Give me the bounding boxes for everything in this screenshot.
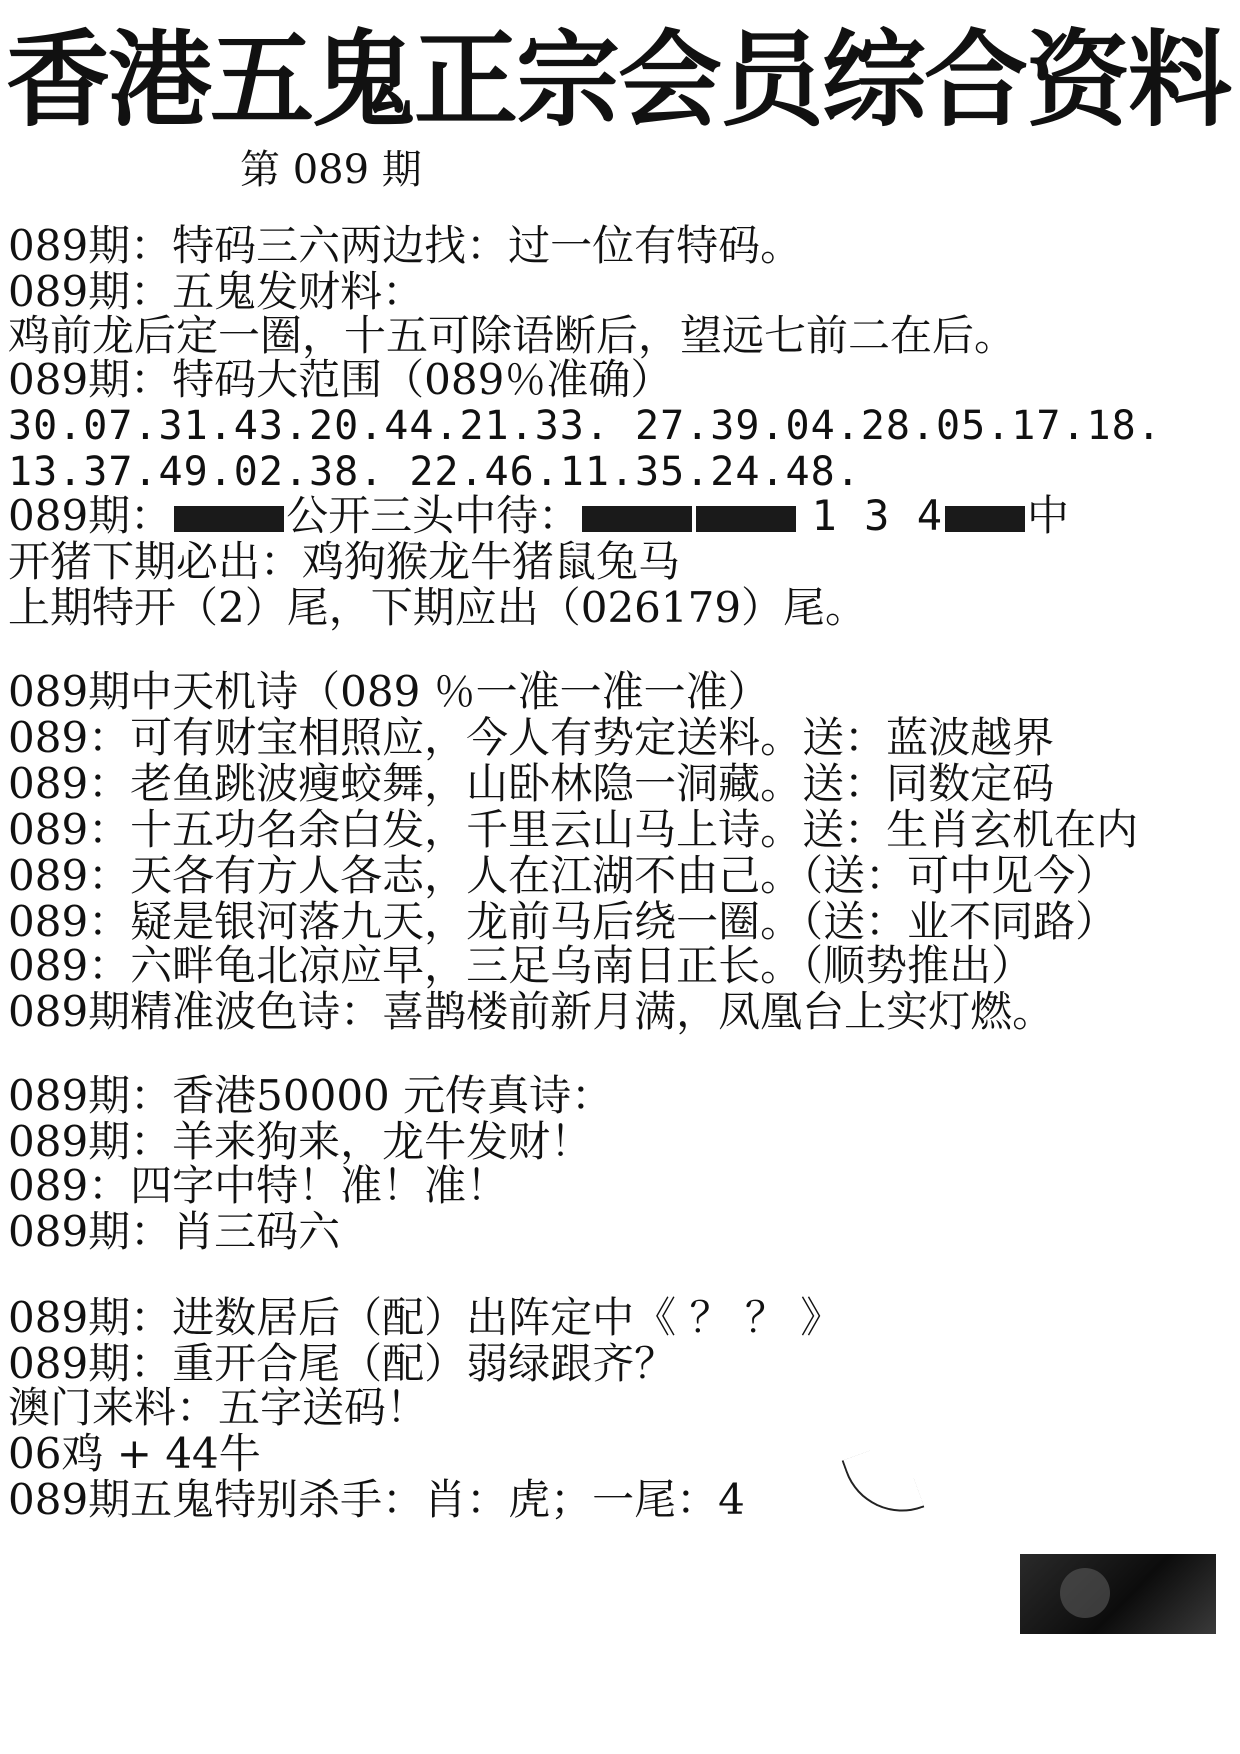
text-line: 089期：进数居后（配）出阵定中《 ？ ？ 》 xyxy=(8,1293,843,1342)
text-line: 06鸡 + 44牛 xyxy=(8,1429,261,1478)
number-list: 30.07.31.43.20.44.21.33. 27.39.04.28.05.17.18. xyxy=(8,403,1162,449)
number-list: 13.37.49.02.38. 22.46.11.35.24.48. xyxy=(8,449,861,495)
redacted-line-digits: 1 3 4 xyxy=(811,491,943,540)
text-line: 089期：羊来狗来，龙牛发财！ xyxy=(8,1117,593,1166)
page-title: 香港五鬼正宗会员综合资料 xyxy=(6,18,1231,141)
redacted-line-end: 中 xyxy=(1026,491,1069,540)
text-line: 089：可有财宝相照应，今人有势定送料。送：蓝波越界 xyxy=(8,713,1055,762)
photo-thumbnail xyxy=(1020,1554,1216,1634)
redacted-line-prefix: 089期： xyxy=(8,491,173,540)
text-line: 089期：香港50000 元传真诗： xyxy=(8,1071,614,1120)
redaction-block xyxy=(582,506,692,532)
text-line: 澳门来料：五字送码！ xyxy=(8,1383,429,1432)
text-line: 089期：肖三码六 xyxy=(8,1207,341,1256)
text-line: 089期：重开合尾（配）弱绿跟齐？ xyxy=(8,1339,677,1388)
text-line: 089期中天机诗（089 ％一准一准一准） xyxy=(8,667,770,716)
text-line: 089期：特码三六两边找：过一位有特码。 xyxy=(8,221,803,270)
text-line: 089期：五鬼发财料： xyxy=(8,267,425,316)
issue-number: 第 089 期 xyxy=(240,147,422,193)
text-line: 鸡前龙后定一圈，十五可除语断后，望远七前二在后。 xyxy=(8,311,1017,360)
text-line: 上期特开（2）尾，下期应出（026179）尾。 xyxy=(8,583,868,632)
text-line: 089：四字中特！准！准！ xyxy=(8,1161,509,1210)
redacted-line-mid: 公开三头中待： xyxy=(286,491,581,540)
redaction-block xyxy=(174,506,284,532)
text-line: 089期精准波色诗：喜鹊楼前新月满，凤凰台上实灯燃。 xyxy=(8,987,1055,1036)
text-line: 089：六畔龟北凉应早，三足乌南日正长。（顺势推出） xyxy=(8,941,1034,990)
text-line: 089期五鬼特别杀手：肖：虎；一尾：4 xyxy=(8,1475,745,1524)
text-line: 089：天各有方人各志，人在江湖不由己。（送：可中见今） xyxy=(8,851,1118,900)
text-line: 开猪下期必出：鸡狗猴龙牛猪鼠兔马 xyxy=(8,537,681,586)
text-line: 089：十五功名余白发，千里云山马上诗。送：生肖玄机在内 xyxy=(8,805,1139,854)
redacted-line xyxy=(8,492,1069,540)
redaction-block xyxy=(945,506,1025,532)
text-line: 089：疑是银河落九天，龙前马后绕一圈。（送：业不同路） xyxy=(8,897,1118,946)
text-line: 089期：特码大范围（089％准确） xyxy=(8,355,673,404)
text-line: 089：老鱼跳波瘦蛟舞，山卧林隐一洞藏。送：同数定码 xyxy=(8,759,1055,808)
handwritten-curve xyxy=(842,1440,925,1529)
redaction-block xyxy=(696,506,796,532)
